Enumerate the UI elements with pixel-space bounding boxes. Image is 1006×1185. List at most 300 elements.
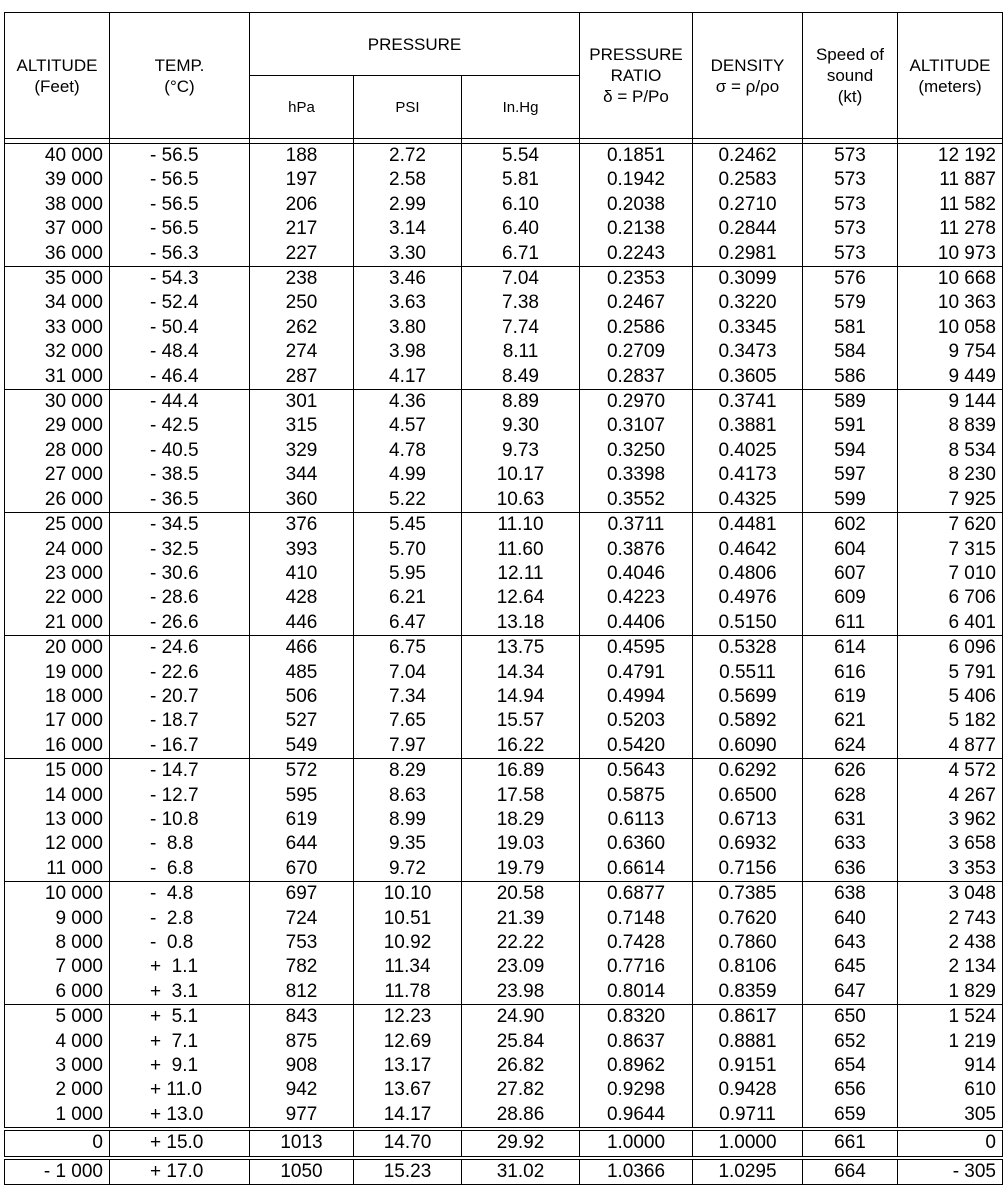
cell-density: 0.6932 — [693, 832, 803, 856]
cell-speed-of-sound: 626 — [803, 759, 898, 784]
cell-altitude-feet: 32 000 — [5, 340, 110, 364]
cell-psi: 13.17 — [354, 1054, 462, 1078]
cell-density: 0.5892 — [693, 709, 803, 733]
cell-altitude-meters: 1 829 — [898, 980, 1003, 1005]
cell-pressure-ratio: 0.6113 — [580, 808, 693, 832]
table-row — [5, 955, 1003, 979]
cell-altitude-feet: 2 000 — [5, 1078, 110, 1102]
cell-density: 0.2583 — [693, 168, 803, 192]
cell-hpa: 410 — [250, 562, 354, 586]
cell-altitude-feet: 37 000 — [5, 217, 110, 241]
cell-density: 0.4025 — [693, 439, 803, 463]
table-row — [5, 144, 1003, 169]
cell-altitude-meters: 8 230 — [898, 463, 1003, 487]
cell-altitude-feet: 38 000 — [5, 193, 110, 217]
header-pressure-ratio — [580, 13, 693, 139]
header-speed-line3: (kt) — [837, 87, 863, 106]
table-row — [5, 316, 1003, 340]
cell-altitude-meters: 6 096 — [898, 636, 1003, 661]
table-row — [5, 1030, 1003, 1054]
cell-altitude-feet: 17 000 — [5, 709, 110, 733]
cell-density: 0.3099 — [693, 267, 803, 292]
cell-temp: - 28.6 — [110, 586, 250, 610]
cell-hpa: 262 — [250, 316, 354, 340]
cell-pressure-ratio: 0.1942 — [580, 168, 693, 192]
cell-density: 0.3220 — [693, 291, 803, 315]
cell-altitude-meters: 1 219 — [898, 1030, 1003, 1054]
cell-temp: - 0.8 — [110, 931, 250, 955]
cell-hpa: 197 — [250, 168, 354, 192]
cell-altitude-meters: 914 — [898, 1054, 1003, 1078]
cell-psi: 9.35 — [354, 832, 462, 856]
cell-inhg: 6.71 — [462, 242, 580, 267]
cell-density: 0.8617 — [693, 1005, 803, 1030]
cell-temp: - 50.4 — [110, 316, 250, 340]
cell-speed-of-sound: 650 — [803, 1005, 898, 1030]
cell-altitude-meters: 305 — [898, 1103, 1003, 1129]
cell-speed-of-sound: 573 — [803, 168, 898, 192]
cell-psi: 5.22 — [354, 488, 462, 513]
cell-altitude-meters: 11 582 — [898, 193, 1003, 217]
cell-pressure-ratio: 0.5203 — [580, 709, 693, 733]
table-row — [5, 882, 1003, 907]
cell-temp: + 15.0 — [110, 1129, 250, 1157]
cell-speed-of-sound: 594 — [803, 439, 898, 463]
cell-altitude-feet: 39 000 — [5, 168, 110, 192]
cell-temp: - 4.8 — [110, 882, 250, 907]
table-row — [5, 636, 1003, 661]
cell-hpa: 485 — [250, 661, 354, 685]
header-pressure-ratio-line3: δ = P/Po — [603, 87, 669, 106]
cell-hpa: 466 — [250, 636, 354, 661]
cell-hpa: 549 — [250, 734, 354, 759]
cell-inhg: 29.92 — [462, 1129, 580, 1157]
table-row — [5, 513, 1003, 538]
header-altitude-feet-line2: (Feet) — [34, 76, 80, 96]
cell-density: 0.4325 — [693, 488, 803, 513]
cell-inhg: 12.11 — [462, 562, 580, 586]
cell-altitude-feet: 27 000 — [5, 463, 110, 487]
cell-density: 0.7156 — [693, 857, 803, 882]
cell-inhg: 21.39 — [462, 907, 580, 931]
cell-hpa: 506 — [250, 685, 354, 709]
cell-temp: - 12.7 — [110, 784, 250, 808]
standard-atmosphere-table-container — [4, 12, 1002, 1185]
cell-psi: 13.67 — [354, 1078, 462, 1102]
cell-temp: - 56.5 — [110, 144, 250, 169]
table-header — [5, 13, 1003, 139]
table-row — [5, 586, 1003, 610]
cell-hpa: 1050 — [250, 1158, 354, 1185]
cell-pressure-ratio: 0.2837 — [580, 365, 693, 390]
cell-pressure-ratio: 0.2709 — [580, 340, 693, 364]
cell-density: 0.4976 — [693, 586, 803, 610]
cell-hpa: 753 — [250, 931, 354, 955]
cell-psi: 3.30 — [354, 242, 462, 267]
cell-inhg: 20.58 — [462, 882, 580, 907]
cell-temp: - 18.7 — [110, 709, 250, 733]
cell-speed-of-sound: 652 — [803, 1030, 898, 1054]
cell-speed-of-sound: 636 — [803, 857, 898, 882]
cell-psi: 5.70 — [354, 538, 462, 562]
cell-speed-of-sound: 616 — [803, 661, 898, 685]
table-row — [5, 808, 1003, 832]
cell-speed-of-sound: 628 — [803, 784, 898, 808]
header-density — [693, 13, 803, 139]
cell-inhg: 28.86 — [462, 1103, 580, 1129]
cell-density: 0.2462 — [693, 144, 803, 169]
cell-density: 0.7385 — [693, 882, 803, 907]
cell-speed-of-sound: 647 — [803, 980, 898, 1005]
cell-hpa: 724 — [250, 907, 354, 931]
cell-psi: 15.23 — [354, 1158, 462, 1185]
cell-speed-of-sound: 581 — [803, 316, 898, 340]
cell-hpa: 274 — [250, 340, 354, 364]
cell-speed-of-sound: 576 — [803, 267, 898, 292]
cell-altitude-feet: 40 000 — [5, 144, 110, 169]
cell-psi: 6.75 — [354, 636, 462, 661]
cell-inhg: 16.22 — [462, 734, 580, 759]
cell-inhg: 10.17 — [462, 463, 580, 487]
cell-hpa: 572 — [250, 759, 354, 784]
cell-psi: 2.72 — [354, 144, 462, 169]
cell-pressure-ratio: 0.2467 — [580, 291, 693, 315]
cell-psi: 11.78 — [354, 980, 462, 1005]
cell-altitude-feet: 22 000 — [5, 586, 110, 610]
table-row — [5, 562, 1003, 586]
cell-density: 0.5150 — [693, 611, 803, 636]
cell-altitude-meters: 11 887 — [898, 168, 1003, 192]
cell-altitude-meters: 5 182 — [898, 709, 1003, 733]
cell-psi: 8.99 — [354, 808, 462, 832]
cell-psi: 3.98 — [354, 340, 462, 364]
cell-altitude-feet: 26 000 — [5, 488, 110, 513]
cell-pressure-ratio: 0.3398 — [580, 463, 693, 487]
cell-altitude-meters: 7 315 — [898, 538, 1003, 562]
cell-inhg: 8.11 — [462, 340, 580, 364]
cell-altitude-meters: 2 438 — [898, 931, 1003, 955]
cell-inhg: 6.40 — [462, 217, 580, 241]
cell-speed-of-sound: 643 — [803, 931, 898, 955]
cell-speed-of-sound: 631 — [803, 808, 898, 832]
table-row — [5, 661, 1003, 685]
cell-temp: - 14.7 — [110, 759, 250, 784]
cell-hpa: 250 — [250, 291, 354, 315]
cell-altitude-feet: 10 000 — [5, 882, 110, 907]
cell-pressure-ratio: 0.9298 — [580, 1078, 693, 1102]
cell-altitude-meters: 2 134 — [898, 955, 1003, 979]
cell-inhg: 24.90 — [462, 1005, 580, 1030]
table-row — [5, 463, 1003, 487]
cell-speed-of-sound: 624 — [803, 734, 898, 759]
cell-hpa: 227 — [250, 242, 354, 267]
cell-inhg: 26.82 — [462, 1054, 580, 1078]
cell-psi: 7.04 — [354, 661, 462, 685]
table-row — [5, 365, 1003, 390]
cell-density: 0.2844 — [693, 217, 803, 241]
table-body — [5, 139, 1003, 1185]
standard-atmosphere-table — [4, 12, 1003, 1185]
cell-psi: 4.17 — [354, 365, 462, 390]
cell-altitude-meters: 3 353 — [898, 857, 1003, 882]
header-pressure-ratio-line1: PRESSURE — [589, 45, 683, 64]
cell-pressure-ratio: 0.3552 — [580, 488, 693, 513]
cell-density: 0.3345 — [693, 316, 803, 340]
cell-altitude-meters: 9 754 — [898, 340, 1003, 364]
cell-inhg: 14.94 — [462, 685, 580, 709]
cell-pressure-ratio: 0.4791 — [580, 661, 693, 685]
cell-altitude-meters: 10 973 — [898, 242, 1003, 267]
cell-altitude-feet: 35 000 — [5, 267, 110, 292]
cell-inhg: 31.02 — [462, 1158, 580, 1185]
cell-inhg: 5.54 — [462, 144, 580, 169]
cell-hpa: 217 — [250, 217, 354, 241]
cell-altitude-feet: 12 000 — [5, 832, 110, 856]
cell-speed-of-sound: 619 — [803, 685, 898, 709]
table-row — [5, 832, 1003, 856]
cell-psi: 10.92 — [354, 931, 462, 955]
cell-speed-of-sound: 604 — [803, 538, 898, 562]
cell-hpa: 527 — [250, 709, 354, 733]
cell-altitude-feet: 20 000 — [5, 636, 110, 661]
cell-pressure-ratio: 0.3250 — [580, 439, 693, 463]
cell-speed-of-sound: 609 — [803, 586, 898, 610]
cell-altitude-meters: 10 058 — [898, 316, 1003, 340]
cell-psi: 8.63 — [354, 784, 462, 808]
cell-speed-of-sound: 659 — [803, 1103, 898, 1129]
cell-pressure-ratio: 0.4406 — [580, 611, 693, 636]
cell-inhg: 9.30 — [462, 414, 580, 438]
cell-temp: - 56.5 — [110, 217, 250, 241]
cell-density: 0.3605 — [693, 365, 803, 390]
header-altitude-feet — [5, 13, 110, 139]
header-speed-line2: sound — [826, 66, 874, 85]
cell-density: 0.7620 — [693, 907, 803, 931]
cell-temp: - 54.3 — [110, 267, 250, 292]
cell-temp: - 36.5 — [110, 488, 250, 513]
cell-pressure-ratio: 1.0000 — [580, 1129, 693, 1157]
cell-density: 0.2710 — [693, 193, 803, 217]
cell-altitude-meters: 610 — [898, 1078, 1003, 1102]
cell-pressure-ratio: 0.8962 — [580, 1054, 693, 1078]
cell-density: 0.5699 — [693, 685, 803, 709]
cell-altitude-meters: 4 877 — [898, 734, 1003, 759]
cell-inhg: 11.10 — [462, 513, 580, 538]
cell-speed-of-sound: 633 — [803, 832, 898, 856]
cell-hpa: 595 — [250, 784, 354, 808]
table-row — [5, 980, 1003, 1005]
header-pressure: PRESSURE — [250, 13, 580, 76]
cell-temp: - 46.4 — [110, 365, 250, 390]
cell-psi: 7.97 — [354, 734, 462, 759]
cell-psi: 12.69 — [354, 1030, 462, 1054]
cell-pressure-ratio: 0.2138 — [580, 217, 693, 241]
cell-altitude-meters: 6 401 — [898, 611, 1003, 636]
header-altitude-meters — [898, 13, 1003, 139]
cell-altitude-feet: 3 000 — [5, 1054, 110, 1078]
cell-temp: - 8.8 — [110, 832, 250, 856]
cell-inhg: 7.38 — [462, 291, 580, 315]
cell-pressure-ratio: 0.4994 — [580, 685, 693, 709]
header-altitude-feet-line1: ALTITUDE — [16, 55, 98, 75]
cell-hpa: 697 — [250, 882, 354, 907]
cell-pressure-ratio: 0.8014 — [580, 980, 693, 1005]
cell-hpa: 206 — [250, 193, 354, 217]
cell-altitude-meters: 3 658 — [898, 832, 1003, 856]
cell-speed-of-sound: 579 — [803, 291, 898, 315]
cell-altitude-meters: 6 706 — [898, 586, 1003, 610]
cell-temp: - 10.8 — [110, 808, 250, 832]
cell-altitude-feet: 8 000 — [5, 931, 110, 955]
cell-altitude-meters: 12 192 — [898, 144, 1003, 169]
cell-density: 0.5511 — [693, 661, 803, 685]
cell-pressure-ratio: 0.3711 — [580, 513, 693, 538]
cell-psi: 5.95 — [354, 562, 462, 586]
cell-temp: - 56.5 — [110, 193, 250, 217]
cell-altitude-feet: 18 000 — [5, 685, 110, 709]
cell-pressure-ratio: 1.0366 — [580, 1158, 693, 1185]
table-row — [5, 439, 1003, 463]
cell-speed-of-sound: 573 — [803, 217, 898, 241]
cell-pressure-ratio: 0.2353 — [580, 267, 693, 292]
cell-temp: - 6.8 — [110, 857, 250, 882]
cell-hpa: 782 — [250, 955, 354, 979]
cell-pressure-ratio: 0.5643 — [580, 759, 693, 784]
cell-psi: 2.58 — [354, 168, 462, 192]
table-row — [5, 242, 1003, 267]
cell-altitude-meters: 9 144 — [898, 390, 1003, 415]
cell-altitude-feet: 23 000 — [5, 562, 110, 586]
cell-altitude-meters: 3 962 — [898, 808, 1003, 832]
cell-psi: 12.23 — [354, 1005, 462, 1030]
table-row — [5, 1129, 1003, 1157]
cell-inhg: 11.60 — [462, 538, 580, 562]
cell-psi: 6.47 — [354, 611, 462, 636]
cell-temp: - 2.8 — [110, 907, 250, 931]
cell-temp: - 32.5 — [110, 538, 250, 562]
cell-density: 0.4481 — [693, 513, 803, 538]
cell-temp: - 24.6 — [110, 636, 250, 661]
cell-hpa: 428 — [250, 586, 354, 610]
cell-psi: 3.46 — [354, 267, 462, 292]
cell-altitude-meters: 1 524 — [898, 1005, 1003, 1030]
cell-density: 0.4806 — [693, 562, 803, 586]
header-pressure-ratio-line2: RATIO — [610, 66, 662, 85]
table-row — [5, 538, 1003, 562]
cell-altitude-feet: 30 000 — [5, 390, 110, 415]
cell-speed-of-sound: 597 — [803, 463, 898, 487]
cell-pressure-ratio: 0.8320 — [580, 1005, 693, 1030]
cell-altitude-meters: 7 620 — [898, 513, 1003, 538]
cell-altitude-feet: 21 000 — [5, 611, 110, 636]
cell-density: 0.3881 — [693, 414, 803, 438]
cell-inhg: 19.79 — [462, 857, 580, 882]
cell-speed-of-sound: 589 — [803, 390, 898, 415]
cell-speed-of-sound: 621 — [803, 709, 898, 733]
cell-inhg: 22.22 — [462, 931, 580, 955]
cell-hpa: 376 — [250, 513, 354, 538]
cell-temp: - 40.5 — [110, 439, 250, 463]
table-row — [5, 784, 1003, 808]
cell-altitude-feet: 7 000 — [5, 955, 110, 979]
cell-speed-of-sound: 654 — [803, 1054, 898, 1078]
cell-psi: 3.63 — [354, 291, 462, 315]
cell-hpa: 843 — [250, 1005, 354, 1030]
cell-hpa: 344 — [250, 463, 354, 487]
cell-inhg: 14.34 — [462, 661, 580, 685]
cell-altitude-meters: 0 — [898, 1129, 1003, 1157]
cell-hpa: 875 — [250, 1030, 354, 1054]
table-row — [5, 759, 1003, 784]
cell-hpa: 188 — [250, 144, 354, 169]
header-speed-line1: Speed of — [815, 45, 885, 64]
cell-speed-of-sound: 573 — [803, 193, 898, 217]
cell-pressure-ratio: 0.9644 — [580, 1103, 693, 1129]
cell-speed-of-sound: 607 — [803, 562, 898, 586]
cell-hpa: 238 — [250, 267, 354, 292]
cell-speed-of-sound: 645 — [803, 955, 898, 979]
cell-speed-of-sound: 591 — [803, 414, 898, 438]
table-row — [5, 267, 1003, 292]
cell-density: 0.7860 — [693, 931, 803, 955]
cell-altitude-feet: 1 000 — [5, 1103, 110, 1129]
cell-hpa: 942 — [250, 1078, 354, 1102]
cell-altitude-meters: 10 363 — [898, 291, 1003, 315]
cell-psi: 11.34 — [354, 955, 462, 979]
header-psi: PSI — [354, 76, 462, 139]
table-row — [5, 168, 1003, 192]
cell-density: 0.5328 — [693, 636, 803, 661]
cell-altitude-feet: 0 — [5, 1129, 110, 1157]
cell-pressure-ratio: 0.4046 — [580, 562, 693, 586]
cell-altitude-feet: 13 000 — [5, 808, 110, 832]
cell-density: 1.0295 — [693, 1158, 803, 1185]
cell-altitude-meters: 5 791 — [898, 661, 1003, 685]
cell-psi: 10.10 — [354, 882, 462, 907]
cell-pressure-ratio: 0.3876 — [580, 538, 693, 562]
cell-speed-of-sound: 573 — [803, 242, 898, 267]
cell-hpa: 446 — [250, 611, 354, 636]
cell-pressure-ratio: 0.6360 — [580, 832, 693, 856]
cell-altitude-feet: 5 000 — [5, 1005, 110, 1030]
cell-density: 0.8881 — [693, 1030, 803, 1054]
cell-altitude-meters: 7 010 — [898, 562, 1003, 586]
cell-hpa: 908 — [250, 1054, 354, 1078]
cell-altitude-feet: 33 000 — [5, 316, 110, 340]
cell-altitude-meters: - 305 — [898, 1158, 1003, 1185]
cell-psi: 4.36 — [354, 390, 462, 415]
cell-altitude-feet: 29 000 — [5, 414, 110, 438]
cell-psi: 4.99 — [354, 463, 462, 487]
cell-inhg: 7.74 — [462, 316, 580, 340]
cell-speed-of-sound: 599 — [803, 488, 898, 513]
header-density-line1: DENSITY — [710, 55, 785, 75]
cell-altitude-feet: 16 000 — [5, 734, 110, 759]
cell-pressure-ratio: 0.2038 — [580, 193, 693, 217]
cell-density: 0.6500 — [693, 784, 803, 808]
cell-density: 0.9151 — [693, 1054, 803, 1078]
cell-altitude-feet: 15 000 — [5, 759, 110, 784]
cell-altitude-meters: 11 278 — [898, 217, 1003, 241]
cell-psi: 3.14 — [354, 217, 462, 241]
cell-speed-of-sound: 640 — [803, 907, 898, 931]
cell-inhg: 12.64 — [462, 586, 580, 610]
header-speed-of-sound — [803, 13, 898, 139]
cell-speed-of-sound: 584 — [803, 340, 898, 364]
cell-speed-of-sound: 602 — [803, 513, 898, 538]
cell-pressure-ratio: 0.4595 — [580, 636, 693, 661]
cell-pressure-ratio: 0.7716 — [580, 955, 693, 979]
